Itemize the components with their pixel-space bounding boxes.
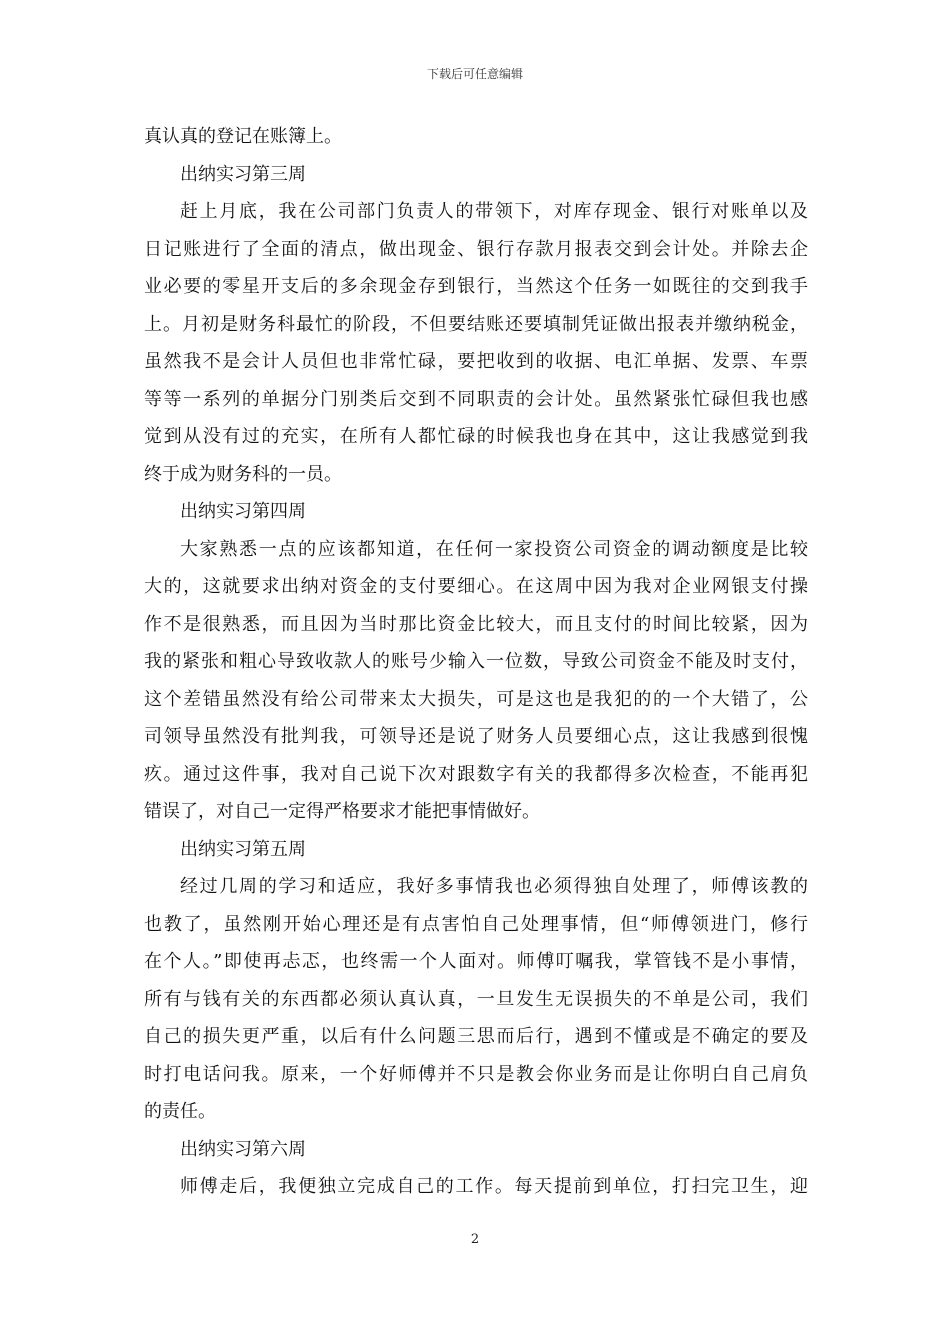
text-line: 出纳实习第六周 <box>180 1138 306 1160</box>
text-line: 疚。通过这件事，我对自己说下次对跟数字有关的我都得多次检查，不能再犯 <box>144 763 808 785</box>
text-line: 大家熟悉一点的应该都知道，在任何一家投资公司资金的调动额度是比较 <box>180 538 808 560</box>
text-line: 司领导虽然没有批判我，可领导还是说了财务人员要细心点，这让我感到很愧 <box>144 726 808 747</box>
text-line: 作不是很熟悉，而且因为当时那比资金比较大，而且支付的时间比较紧，因为 <box>144 613 808 635</box>
page-number: 2 <box>470 1232 480 1247</box>
text-line: 等等一系列的单据分门别类后交到不同职责的会计处。虽然紧张忙碌但我也感 <box>144 388 808 410</box>
text-line: 虽然我不是会计人员但也非常忙碌，要把收到的收据、电汇单据、发票、车票 <box>144 351 808 372</box>
text-line: 业必要的零星开支后的多余现金存到银行，当然这个任务一如既往的交到我手 <box>144 276 808 297</box>
text-line: 的责任。 <box>144 1101 216 1122</box>
text-line: 真认真的登记在账簿上。 <box>144 126 342 147</box>
text-line: 也教了，虽然刚开始心理还是有点害怕自己处理事情，但“师傅领进门，修行 <box>144 913 808 935</box>
page-header-note: 下载后可任意编辑 <box>426 67 523 81</box>
text-line: 终于成为财务科的一员。 <box>144 463 342 485</box>
text-line: 这个差错虽然没有给公司带来太大损失，可是这也是我犯的的一个大错了，公 <box>144 688 808 710</box>
text-line: 时打电话问我。原来，一个好师傅并不只是教会你业务而是让你明白自己肩负 <box>144 1063 808 1085</box>
text-line: 上。月初是财务科最忙的阶段，不但要结账还要填制凭证做出报表并缴纳税金， <box>144 313 808 335</box>
text-line: 我的紧张和粗心导致收款人的账号少输入一位数，导致公司资金不能及时支付， <box>144 651 808 672</box>
text-line: 师傅走后，我便独立完成自己的工作。每天提前到单位，打扫完卫生，迎 <box>180 1176 808 1197</box>
text-line: 错误了，对自己一定得严格要求才能把事情做好。 <box>144 801 540 822</box>
text-line: 日记账进行了全面的清点，做出现金、银行存款月报表交到会计处。并除去企 <box>144 238 808 260</box>
text-line: 自己的损失更严重，以后有什么问题三思而后行，遇到不懂或是不确定的要及 <box>144 1026 808 1047</box>
text-line: 觉到从没有过的充实，在所有人都忙碌的时候我也身在其中，这让我感觉到我 <box>144 426 808 447</box>
document-body <box>144 118 808 1206</box>
text-line: 在个人。”即使再忐忑，也终需一个人面对。师傅叮嘱我，掌管钱不是小事情， <box>144 951 808 972</box>
text-line: 出纳实习第三周 <box>180 163 306 185</box>
text-line: 所有与钱有关的东西都必须认真认真，一旦发生无误损失的不单是公司，我们 <box>144 988 808 1010</box>
text-line: 赶上月底，我在公司部门负责人的带领下，对库存现金、银行对账单以及 <box>180 201 808 222</box>
text-line: 出纳实习第四周 <box>180 501 306 522</box>
text-line: 经过几周的学习和适应，我好多事情我也必须得独自处理了，师傅该教的 <box>180 876 808 897</box>
text-line: 大的，这就要求出纳对资金的支付要细心。在这周中因为我对企业网银支付操 <box>144 576 808 597</box>
text-line: 出纳实习第五周 <box>180 838 306 860</box>
